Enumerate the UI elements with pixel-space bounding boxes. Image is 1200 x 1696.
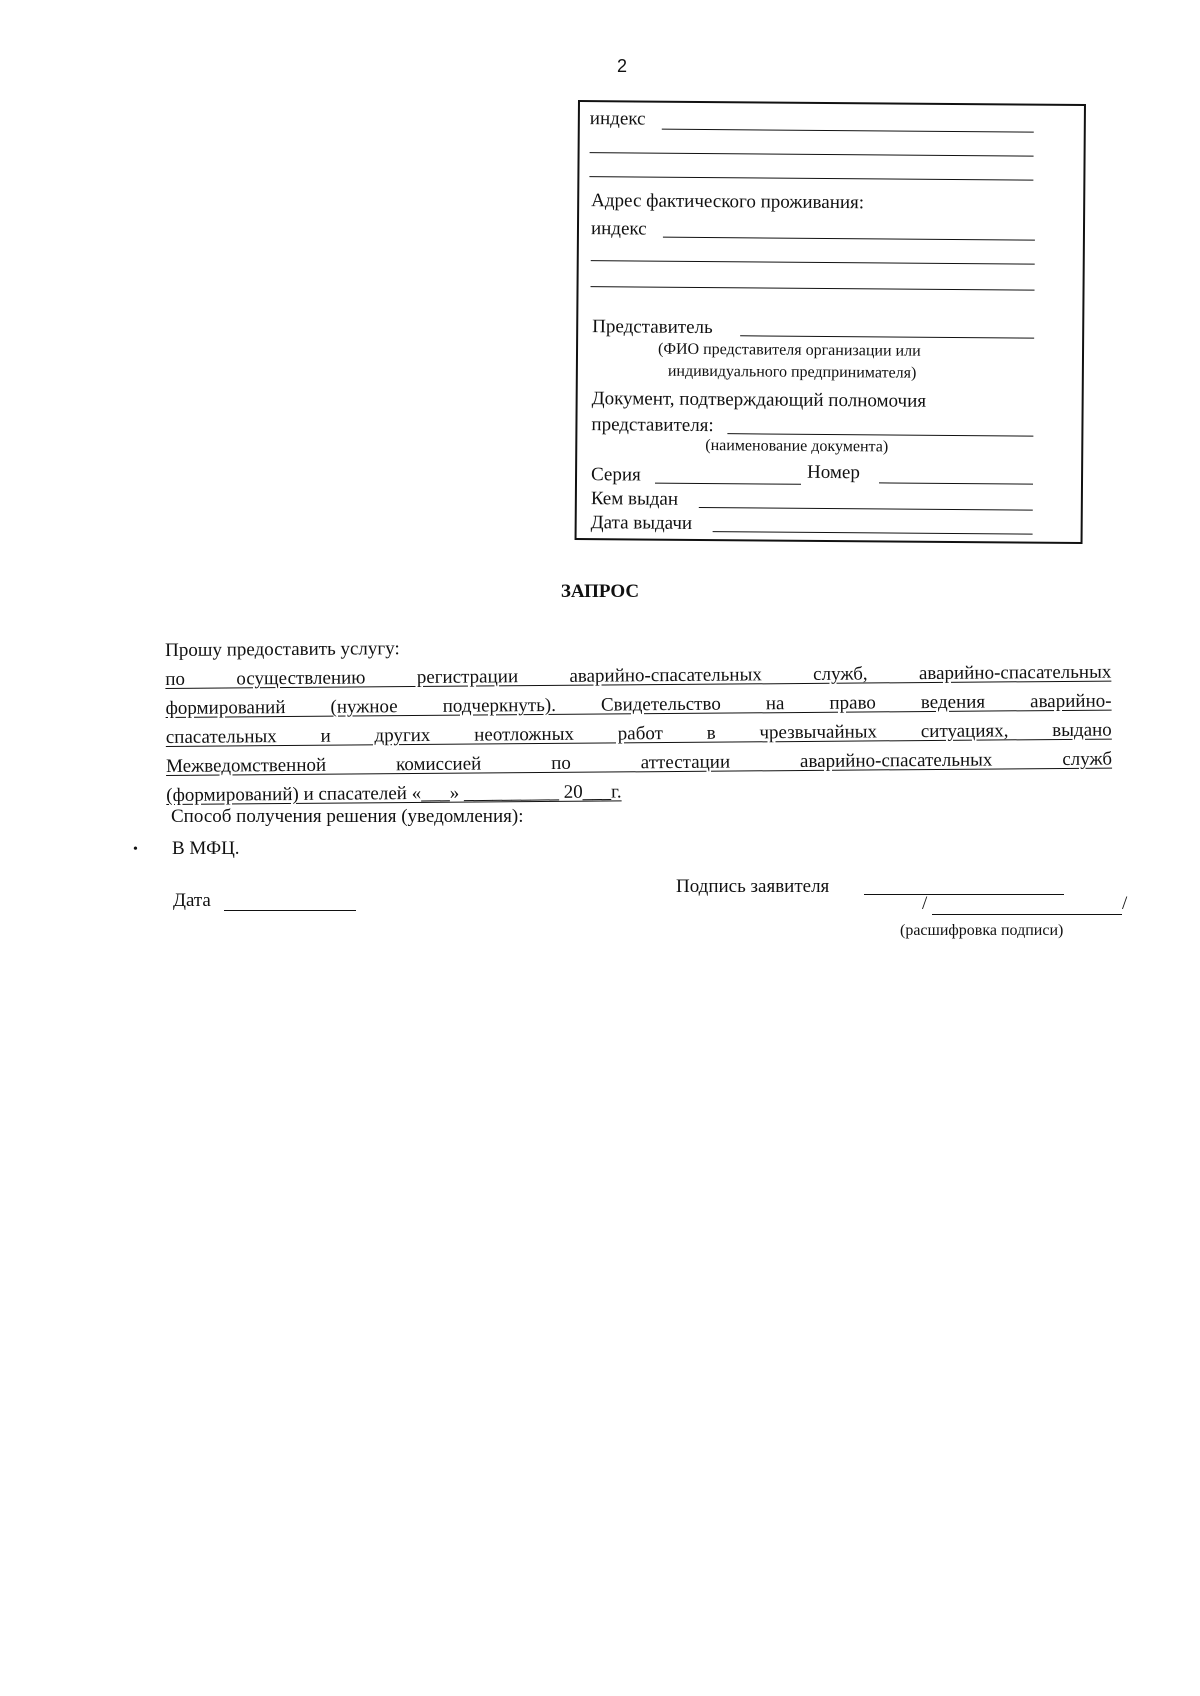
signature-decoding-caption: (расшифровка подписи)	[900, 922, 1064, 939]
authority-document-caption: (наименование документа)	[705, 437, 889, 456]
delivery-method-label: Способ получения решения (уведомления):	[171, 806, 524, 827]
authority-document-label-2: представителя:	[591, 414, 714, 437]
service-line-4: Межведомственной комиссией по аттестации аварийно-спасательных служб	[165, 748, 1113, 777]
service-line-3: спасательных и других неотложных работ в чрезвычайных ситуациях, выдано	[165, 719, 1112, 748]
service-line-2: формирований (нужное подчеркнуть). Свидетельство на право ведения аварийно-	[165, 690, 1112, 719]
service-line-1: по осуществлению регистрации аварийно-спасательных служб, аварийно-спасательных	[165, 661, 1112, 690]
address-line-2[interactable]	[589, 176, 1033, 180]
issue-date-label: Дата выдачи	[590, 512, 693, 534]
applicant-details-box	[575, 100, 1086, 544]
signature-decoding-field[interactable]	[932, 914, 1122, 915]
series-label: Серия	[590, 464, 641, 486]
date-field[interactable]	[224, 910, 356, 911]
series-field[interactable]	[655, 483, 801, 485]
address-line-1[interactable]	[590, 152, 1034, 156]
applicant-signature-field[interactable]	[864, 894, 1064, 895]
representative-field[interactable]	[740, 335, 1034, 338]
date-label: Дата	[173, 890, 211, 911]
request-body	[165, 629, 1112, 810]
request-title: ЗАПРОС	[560, 581, 640, 602]
actual-address-line-2[interactable]	[591, 286, 1035, 290]
representative-label: Представитель	[592, 316, 713, 339]
applicant-signature-label: Подпись заявителя	[676, 876, 830, 897]
actual-address-line-1[interactable]	[591, 260, 1035, 264]
index-label-2: индекс	[590, 218, 647, 240]
slash-right: /	[1122, 893, 1128, 914]
bullet-icon: •	[133, 842, 138, 857]
request-intro: Прошу предоставить услугу:	[165, 638, 400, 661]
issued-by-field[interactable]	[699, 507, 1033, 511]
index-label-1: индекс	[589, 108, 646, 130]
number-label: Номер	[807, 461, 860, 484]
index-field-1[interactable]	[662, 129, 1034, 133]
representative-caption-1: (ФИО представителя организации или	[657, 340, 921, 360]
delivery-option[interactable]: В МФЦ.	[172, 838, 240, 859]
number-field[interactable]	[879, 482, 1033, 484]
authority-document-label: Документ, подтверждающий полномочия	[591, 388, 927, 412]
slash-left: /	[922, 893, 928, 914]
representative-caption-2: индивидуального предпринимателя)	[667, 362, 917, 382]
issue-date-field[interactable]	[713, 531, 1033, 535]
service-line-5: (формирований) и спасателей «___» __________ 20___г.	[166, 781, 622, 806]
issued-by-label: Кем выдан	[590, 488, 679, 510]
index-field-2[interactable]	[663, 237, 1035, 241]
actual-address-label: Адрес фактического проживания:	[591, 190, 865, 214]
page-number: 2	[617, 56, 628, 76]
authority-document-field[interactable]	[727, 433, 1033, 436]
